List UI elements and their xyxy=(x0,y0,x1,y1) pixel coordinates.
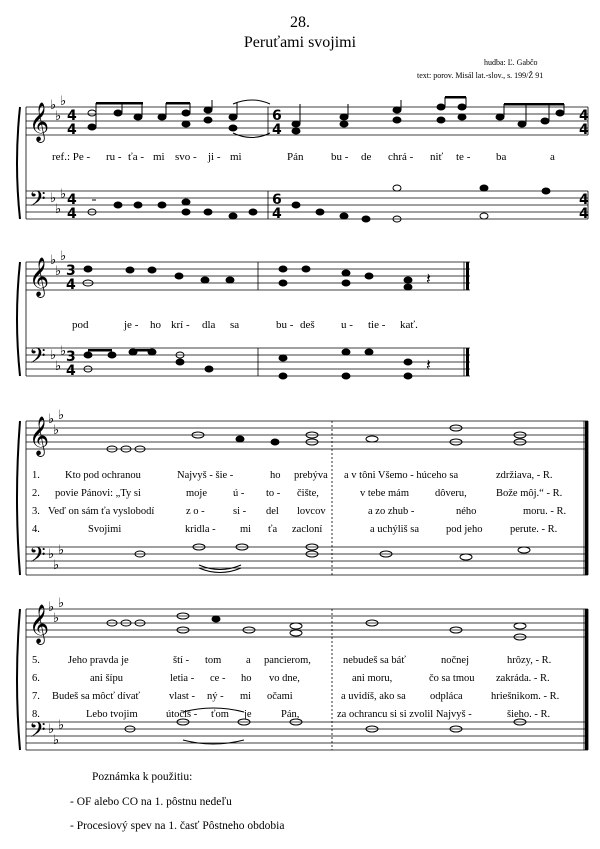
verse-number: 8. xyxy=(32,709,40,720)
verse-text: čo sa tmou xyxy=(429,673,475,684)
verse-text: nočnej xyxy=(441,655,469,666)
verse-text: útočiš - xyxy=(166,709,198,720)
verse-text: ťa xyxy=(268,524,278,535)
verse-number: 2. xyxy=(32,488,40,499)
verse-text: kridla - xyxy=(185,524,216,535)
lyric: bu - xyxy=(276,319,294,331)
verse-text: prebýva xyxy=(294,470,328,481)
verse-text: a xyxy=(246,655,251,666)
lyric: ru - xyxy=(106,151,122,163)
svg-text:♭: ♭ xyxy=(58,408,65,423)
verse-number: 5. xyxy=(32,655,40,666)
verse-text: ce - xyxy=(210,673,226,684)
text-credit: text: porov. Misál lat.-slov., s. 199/Ž 91 xyxy=(417,71,544,80)
verse-text: Veď on sám ťa vyslobodí xyxy=(48,506,155,517)
verse-text: dôveru, xyxy=(435,488,467,499)
verse-text: v tebe mám xyxy=(360,488,409,499)
lyric: ref.: Pe - xyxy=(52,151,91,163)
svg-text:𝄢: 𝄢 xyxy=(29,187,46,217)
svg-text:♭: ♭ xyxy=(50,253,57,268)
verse-text: ho xyxy=(270,470,281,481)
lyric: je - xyxy=(124,319,139,331)
lyric: ho xyxy=(150,319,161,331)
lyric: ba xyxy=(496,151,507,163)
music-credit: hudba: Ľ. Gabčo xyxy=(484,58,538,67)
lyric: mi xyxy=(230,151,242,163)
svg-text:♭: ♭ xyxy=(55,202,62,217)
verse-text: Jeho pravda je xyxy=(68,655,129,666)
verse-text: si - xyxy=(233,506,247,517)
svg-text:4: 4 xyxy=(67,122,77,138)
svg-text:♭: ♭ xyxy=(48,547,55,562)
svg-text:4: 4 xyxy=(579,108,589,124)
svg-text:♭: ♭ xyxy=(50,191,57,206)
lyric: te - xyxy=(456,151,471,163)
verse-text: Najvyš - šie - xyxy=(177,470,234,481)
verse-text: mi xyxy=(240,691,252,702)
svg-text:♭: ♭ xyxy=(48,722,55,737)
lyric: tie - xyxy=(368,319,386,331)
verse-text: Kto pod ochranou xyxy=(65,470,141,481)
lyric: svo - xyxy=(175,151,197,163)
svg-text:♭: ♭ xyxy=(53,611,60,626)
lyric: pod xyxy=(72,319,89,331)
verse-text: moje xyxy=(186,488,207,499)
verse-number: 4. xyxy=(32,524,40,535)
svg-text:3: 3 xyxy=(66,263,76,279)
verse-text: to - xyxy=(266,488,281,499)
svg-text:♭: ♭ xyxy=(58,718,65,733)
verse-text: a v tôni Všemo - húceho sa xyxy=(344,470,459,481)
verse-text: očami xyxy=(267,691,293,702)
svg-text:♭: ♭ xyxy=(50,98,57,113)
verse-text: Lebo tvojim xyxy=(86,709,138,720)
svg-text:𝄞: 𝄞 xyxy=(29,102,50,142)
verse-text: hrôzy, - R. xyxy=(507,655,552,666)
svg-text:𝄽: 𝄽 xyxy=(426,355,431,374)
svg-text:♭: ♭ xyxy=(48,412,55,427)
hymn-number: 28. xyxy=(290,14,310,31)
verse-text: del xyxy=(266,506,279,517)
svg-text:4: 4 xyxy=(66,277,76,293)
lyric: a xyxy=(550,151,555,163)
svg-text:♭: ♭ xyxy=(53,558,60,573)
svg-text:𝄞: 𝄞 xyxy=(29,257,50,297)
svg-text:♭: ♭ xyxy=(60,344,67,359)
verse-text: ani šípu xyxy=(90,673,123,684)
svg-text:♭: ♭ xyxy=(58,543,65,558)
verse-text: je xyxy=(244,709,252,720)
verse-text: moru. - R. xyxy=(523,506,567,517)
svg-text:♭: ♭ xyxy=(58,596,65,611)
svg-text:4: 4 xyxy=(579,192,589,208)
verse-text: ného xyxy=(456,506,477,517)
svg-text:4: 4 xyxy=(272,206,282,222)
verse-text: zdržiava, - R. xyxy=(496,470,553,481)
svg-text:♭: ♭ xyxy=(55,359,62,374)
verse-text: a uvidíš, ako sa xyxy=(341,691,406,702)
lyric: bu - xyxy=(331,151,349,163)
lyric: sa xyxy=(230,319,240,331)
lyric: dla xyxy=(202,319,216,331)
svg-text:4: 4 xyxy=(66,363,76,379)
verse-number: 1. xyxy=(32,470,40,481)
usage-notes-title: Poznámka k použitiu: xyxy=(92,771,193,783)
svg-text:4: 4 xyxy=(579,206,589,222)
verse-text: vlast - xyxy=(169,691,195,702)
usage-note-item: - OF alebo CO na 1. pôstnu nedeľu xyxy=(70,796,232,808)
verse-text: zacloní xyxy=(292,524,323,535)
lyric: niť xyxy=(430,151,444,163)
svg-text:♭: ♭ xyxy=(53,423,60,438)
lyric: deš xyxy=(300,319,315,331)
verse-text: ho xyxy=(241,673,252,684)
verse-text: odpláca xyxy=(430,691,463,702)
svg-text:4: 4 xyxy=(272,122,282,138)
verse-text: ťom xyxy=(211,709,229,720)
svg-text:𝄢: 𝄢 xyxy=(29,344,46,374)
usage-note-item: - Procesiový spev na 1. časť Pôstneho obdobia xyxy=(70,820,285,832)
svg-text:4: 4 xyxy=(67,192,77,208)
verse-text: ný - xyxy=(207,691,224,702)
svg-text:♭: ♭ xyxy=(60,187,67,202)
verse-text: vo dne, xyxy=(269,673,300,684)
lyric: u - xyxy=(341,319,353,331)
svg-text:3: 3 xyxy=(66,349,76,365)
lyric: kať. xyxy=(400,319,418,331)
verse-text: šieho. - R. xyxy=(507,709,551,720)
verse-text: lovcov xyxy=(297,506,326,517)
svg-text:6: 6 xyxy=(272,108,282,124)
system-1-staves xyxy=(26,107,588,219)
svg-text:♭: ♭ xyxy=(48,600,55,615)
verse-text: letia - xyxy=(170,673,195,684)
verse-text: čište, xyxy=(297,488,319,499)
verse-text: pod jeho xyxy=(446,524,483,535)
verse-text: povie Pánovi: „Ty si xyxy=(55,488,141,499)
verse-number: 7. xyxy=(32,691,40,702)
verse-text: Pán, xyxy=(281,709,300,720)
verse-text: zakráda. - R. xyxy=(496,673,550,684)
verse-text: a zo zhub - xyxy=(368,506,415,517)
lyric: mi xyxy=(153,151,165,163)
svg-text:♭: ♭ xyxy=(60,249,67,264)
verse-text: perute. - R. xyxy=(510,524,558,535)
svg-text:6: 6 xyxy=(272,192,282,208)
verse-text: ští - xyxy=(173,655,190,666)
verse-text: nebudeš sa báť xyxy=(343,655,406,666)
verse-text: ani moru, xyxy=(352,673,393,684)
lyric: ťa - xyxy=(128,151,144,163)
svg-text:𝄞: 𝄞 xyxy=(29,604,50,644)
lyric: Pán xyxy=(287,151,304,163)
verse-text: Budeš sa môcť dívať xyxy=(52,691,140,702)
verse-number: 3. xyxy=(32,506,40,517)
svg-text:𝄢: 𝄢 xyxy=(29,543,46,573)
lyric: de xyxy=(361,151,372,163)
verse-text: Svojimi xyxy=(88,524,122,535)
lyric: chrá - xyxy=(388,151,414,163)
lyric: ji - xyxy=(208,151,221,163)
verse-text: a uchýliš sa xyxy=(370,524,419,535)
svg-text:4: 4 xyxy=(67,206,77,222)
svg-text:𝄽: 𝄽 xyxy=(426,269,431,288)
svg-text:♭: ♭ xyxy=(50,348,57,363)
verse-text: z o - xyxy=(186,506,205,517)
svg-text:♭: ♭ xyxy=(55,264,62,279)
lyric: krí - xyxy=(171,319,190,331)
svg-text:♭: ♭ xyxy=(60,94,67,109)
verse-text: pancierom, xyxy=(264,655,311,666)
hymn-title: Peruťami svojimi xyxy=(243,34,357,51)
svg-text:4: 4 xyxy=(67,108,77,124)
verse-text: mi xyxy=(240,524,252,535)
verse-text: Bože môj.“ - R. xyxy=(496,488,563,499)
svg-text:♭: ♭ xyxy=(55,109,62,124)
svg-text:4: 4 xyxy=(579,122,589,138)
svg-text:♭: ♭ xyxy=(53,733,60,748)
svg-text:𝄞: 𝄞 xyxy=(29,416,50,456)
svg-text:𝄢: 𝄢 xyxy=(29,718,46,748)
verse-number: 6. xyxy=(32,673,40,684)
verse-text: za ochrancu si si zvolil Najvyš - xyxy=(337,709,472,720)
verse-text: tom xyxy=(205,655,222,666)
verse-text: hriešnikom. - R. xyxy=(491,691,560,702)
verse-text: ú - xyxy=(233,488,245,499)
